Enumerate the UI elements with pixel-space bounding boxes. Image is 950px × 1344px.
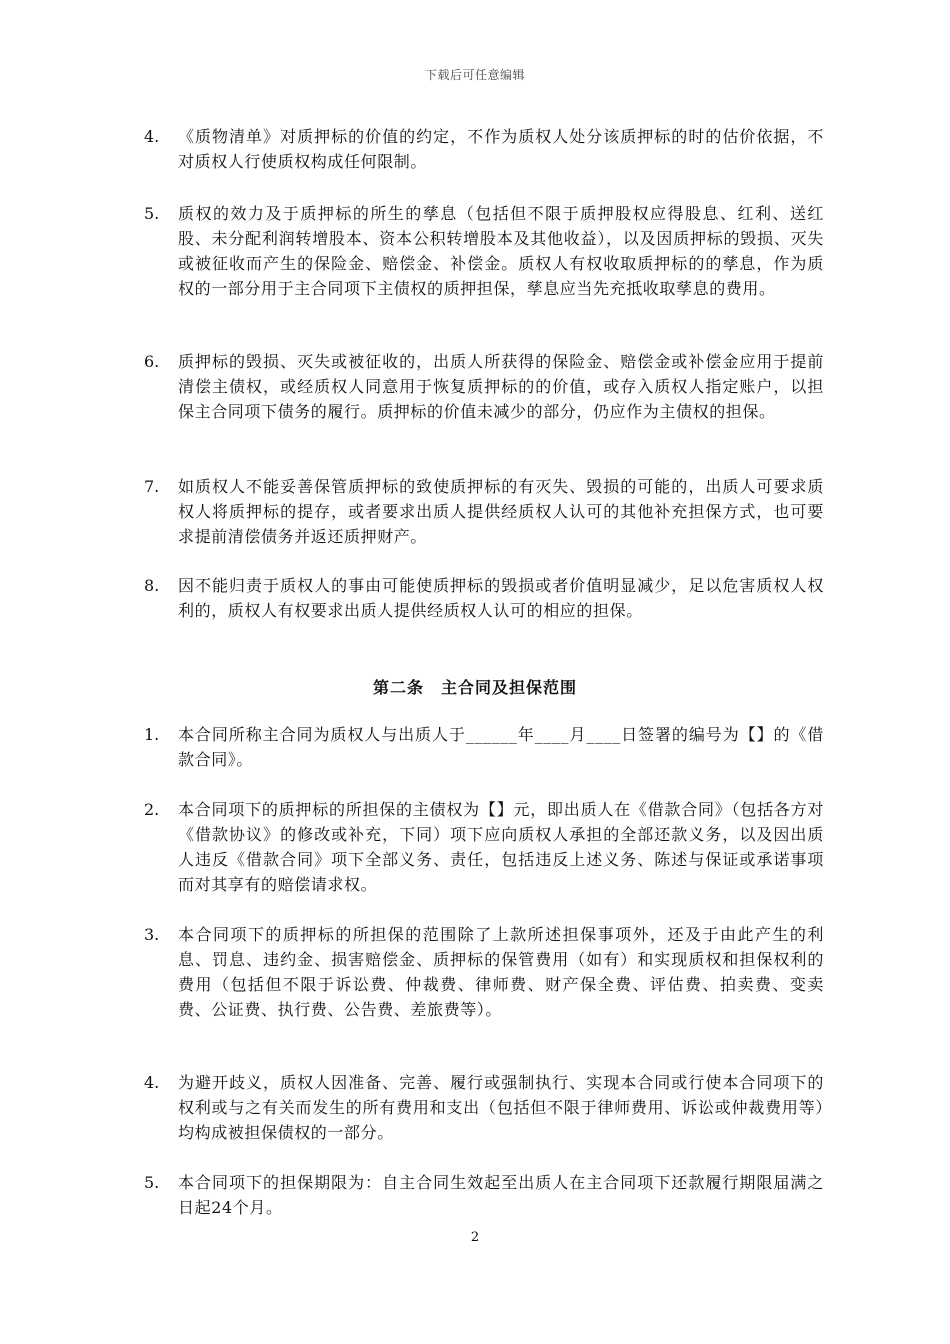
clause-number: 2.	[144, 800, 160, 819]
clause-text: 为避开歧义，质权人因准备、完善、履行或强制执行、实现本合同或行使本合同项下的权利或与之有关而发生的所有费用和支出（包括但不限于律师费用、诉讼或仲裁费用等）均构成被担保债权的一部分。	[178, 1073, 824, 1142]
clause-number: 4.	[144, 1073, 160, 1092]
clause-number: 3.	[144, 925, 160, 944]
clause-7	[144, 474, 824, 549]
clause-2-5	[144, 1170, 824, 1220]
section-heading: 第二条 主合同及担保范围	[372, 678, 577, 697]
clause-text: 本合同项下的质押标的所担保的范围除了上款所述担保事项外，还及于由此产生的利息、罚息、违约金、损害赔偿金、质押标的保管费用（如有）和实现质权和担保权利的费用（包括但不限于诉讼费、仲裁费、律师费、财产保全费、评估费、拍卖费、变卖费、公证费、执行费、公告费、差旅费等）。	[178, 925, 824, 1019]
clause-number: 8.	[144, 576, 160, 595]
clause-number: 5.	[144, 204, 160, 223]
clause-4	[144, 124, 824, 174]
clause-number: 6.	[144, 352, 160, 371]
clause-number: 1.	[144, 725, 160, 744]
clause-2-1	[144, 722, 824, 772]
clause-6	[144, 349, 824, 424]
page-number: 2	[470, 1230, 480, 1245]
clause-8	[144, 573, 824, 623]
clause-number: 4.	[144, 127, 160, 146]
clause-text: 质权的效力及于质押标的所生的孳息（包括但不限于质押股权应得股息、红利、送红股、未分配利润转增股本、资本公积转增股本及其他收益），以及因质押标的毁损、灭失或被征收而产生的保险金、赔偿金、补偿金。质权人有权收取质押标的的孳息，作为质权的一部分用于主合同项下主债权的质押担保，孳息应当先充抵收取孳息的费用。	[178, 204, 824, 298]
clause-text: 质押标的毁损、灭失或被征收的，出质人所获得的保险金、赔偿金或补偿金应用于提前清偿主债权，或经质权人同意用于恢复质押标的的价值，或存入质权人指定账户，以担保主合同项下债务的履行。质押标的价值未减少的部分，仍应作为主债权的担保。	[178, 352, 824, 421]
clause-number: 7.	[144, 477, 160, 496]
page-header: 下载后可任意编辑	[424, 68, 525, 82]
clause-text: 因不能归责于质权人的事由可能使质押标的毁损或者价值明显减少，足以危害质权人权利的，质权人有权要求出质人提供经质权人认可的相应的担保。	[178, 576, 824, 620]
clause-2-2	[144, 797, 824, 897]
clause-text: 《质物清单》对质押标的价值的约定，不作为质权人处分该质押标的时的估价依据，不对质权人行使质权构成任何限制。	[178, 127, 824, 171]
clause-text: 本合同项下的担保期限为：自主合同生效起至出质人在主合同项下还款履行期限届满之日起24个月。	[178, 1173, 824, 1217]
clause-text: 本合同项下的质押标的所担保的主债权为【】元，即出质人在《借款合同》（包括各方对《借款协议》的修改或补充，下同）项下应向质权人承担的全部还款义务，以及因出质人违反《借款合同》项下全部义务、责任，包括违反上述义务、陈述与保证或承诺事项而对其享有的赔偿请求权。	[178, 800, 824, 894]
clause-number: 5.	[144, 1173, 160, 1192]
clause-2-3	[144, 922, 824, 1022]
clause-text: 本合同所称主合同为质权人与出质人于______年____月____日签署的编号为【】的《借款合同》。	[178, 725, 824, 769]
clause-text: 如质权人不能妥善保管质押标的致使质押标的有灭失、毁损的可能的，出质人可要求质权人将质押标的提存，或者要求出质人提供经质权人认可的其他补充担保方式，也可要求提前清偿债务并返还质押财产。	[178, 477, 824, 546]
clause-5	[144, 201, 824, 301]
clause-2-4	[144, 1070, 824, 1145]
